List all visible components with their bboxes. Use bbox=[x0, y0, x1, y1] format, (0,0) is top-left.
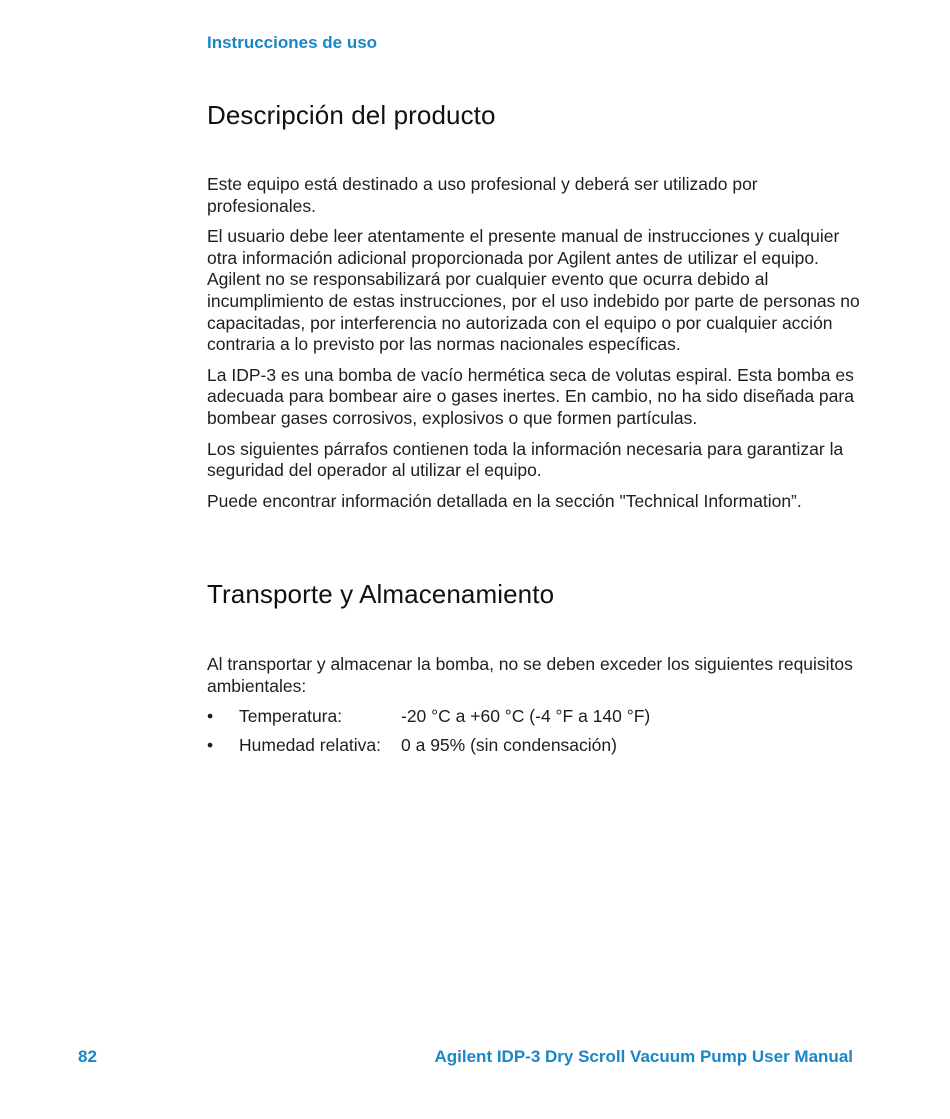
requirements-list bbox=[207, 706, 862, 764]
section-transport-storage-body bbox=[207, 654, 862, 764]
paragraph: Los siguientes párrafos contienen toda la información necesaria para garantizar la seguridad del operador al utilizar el equipo. bbox=[207, 438, 844, 481]
requirement-value: 0 a 95% (sin condensación) bbox=[401, 735, 617, 756]
requirement-value: -20 °C a +60 °C (-4 °F a 140 °F) bbox=[401, 706, 651, 727]
list-item-humidity bbox=[207, 735, 862, 764]
paragraph: Este equipo está destinado a uso profesional y deberá ser utilizado por profesionales. bbox=[207, 174, 758, 216]
bullet-icon: • bbox=[207, 706, 214, 727]
section-title-product-description: Descripción del producto bbox=[207, 100, 496, 130]
paragraph: La IDP-3 es una bomba de vacío hermética seca de volutas espiral. Esta bomba es adecuada para bombear aire o gases inertes. En cambio, no ha sido diseñada para bombear gases corrosivos, explosivos o que formen partículas. bbox=[207, 364, 854, 428]
bullet-icon: • bbox=[207, 735, 214, 756]
paragraph: El usuario debe leer atentamente el presente manual de instrucciones y cualquier otra información adicional proporcionada por Agilent antes de utilizar el equipo. Agilent no se responsabilizará por cualquier evento que ocurra debido al incumplimiento de estas instrucciones, por el uso indebido por parte de personas no capacitadas, por interferencia no autorizada con el equipo o por cualquier acción contraria a lo previsto por las normas nacionales específicas. bbox=[207, 226, 860, 355]
paragraph-intro: Al transportar y almacenar la bomba, no se deben exceder los siguientes requisitos ambientales: bbox=[207, 654, 853, 696]
paragraph: Puede encontrar información detallada en la sección "Technical Information”. bbox=[207, 490, 802, 511]
section-product-description-body bbox=[207, 174, 862, 521]
page-number: 82 bbox=[78, 1047, 97, 1066]
requirement-label: Humedad relativa: bbox=[239, 735, 382, 756]
footer-manual-title: Agilent IDP-3 Dry Scroll Vacuum Pump User Manual bbox=[434, 1047, 853, 1066]
requirement-label: Temperatura: bbox=[239, 706, 343, 727]
section-title-transport-storage: Transporte y Almacenamiento bbox=[207, 579, 555, 609]
list-item-temperature bbox=[207, 706, 862, 735]
running-header: Instrucciones de uso bbox=[207, 33, 378, 52]
